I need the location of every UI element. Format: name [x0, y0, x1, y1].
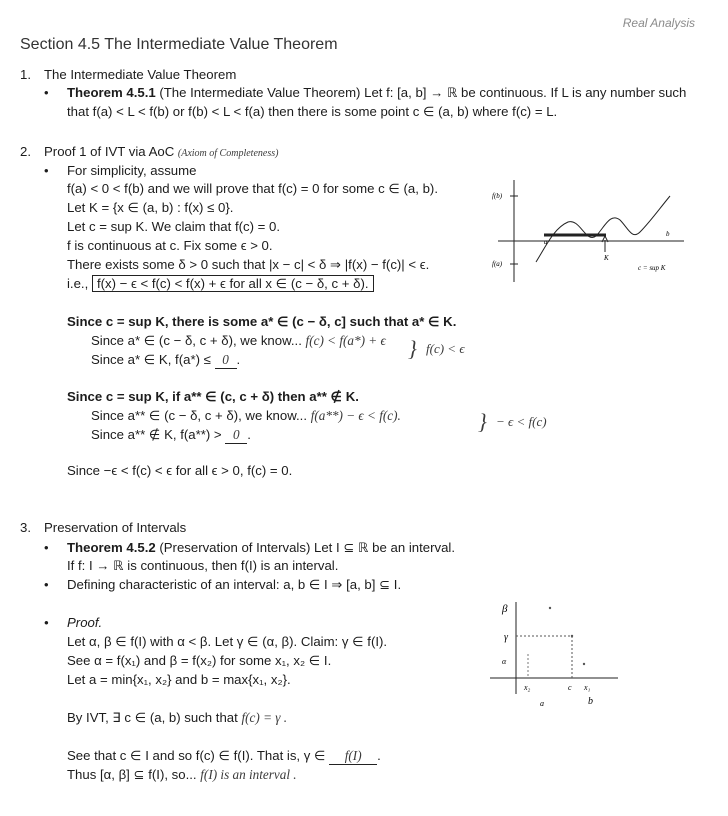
theorem-line2: that f(a) < L < f(b) or f(b) < L < f(a) then there is some point c ∈ (a, b) where f(c) = L.: [67, 104, 558, 119]
item-3-theorem: [67, 539, 455, 556]
interval-sketch-figure: [484, 598, 624, 710]
fig2-label-b: b: [588, 696, 593, 707]
fig2-label-gamma: γ: [504, 632, 508, 643]
case1-line1: [91, 332, 386, 349]
theorem-paren: (The Intermediate Value Theorem): [159, 85, 361, 100]
case1-conclusion: f(c) < ϵ: [426, 341, 465, 356]
case2-brace: }: [478, 409, 487, 434]
ie-line: [67, 275, 374, 292]
theorem2-label: Theorem 4.5.2: [67, 540, 156, 555]
see-line: See that c ∈ I and so f(c) ∈ f(I). That is, γ ∈ f(I) .: [67, 748, 381, 763]
fig2-point-beta: [549, 607, 551, 609]
proof2-line-2: See α = f(x₁) and β = f(x₂) for some x₁, x₂ ∈ I.: [67, 653, 332, 668]
proof-line-4: f is continuous at c. Fix some ϵ > 0.: [67, 238, 273, 253]
case1-line2: Since a* ∈ K, f(a*) ≤ 0 .: [91, 352, 241, 367]
fig1-label-b: b: [666, 230, 670, 238]
theorem2-paren: (Preservation of Intervals): [159, 540, 311, 555]
case2-blank: 0: [225, 426, 247, 444]
see-line-text: See that c ∈ I and so f(c) ∈ f(I). That is, γ ∈: [67, 748, 326, 763]
fig1-label-fb: f(b): [492, 192, 503, 200]
section-title: Section 4.5 The Intermediate Value Theorem: [20, 36, 338, 53]
fig2-label-a: a: [540, 699, 544, 708]
thus-line-hand: f(I) is an interval .: [200, 767, 297, 782]
proof-line-3: Let c = sup K. We claim that f(c) = 0.: [67, 219, 281, 234]
ivt-line-text: By IVT, ∃ c ∈ (a, b) such that: [67, 710, 238, 725]
theorem2-line1: Let I ⊆ ℝ be an interval.: [314, 540, 456, 555]
fig1-label-K: K: [604, 254, 609, 262]
proof2-label: • Proof.: [67, 614, 102, 631]
proof2-line-3: Let a = min{x₁, x₂} and b = max{x₁, x₂}.: [67, 672, 291, 687]
proof-line-5: There exists some δ > 0 such that |x − c| < δ ⇒ |f(x) − f(c)| < ϵ.: [67, 257, 430, 272]
case2-line2-text: Since a** ∉ K, f(a**) >: [91, 427, 222, 442]
case2-line2: Since a** ∉ K, f(a**) > 0 .: [91, 427, 251, 442]
fig2-label-beta: β: [502, 603, 508, 615]
boxed-inequality: f(x) − ϵ < f(c) < f(x) + ϵ for all x ∈ (c − δ, c + δ).: [92, 275, 374, 292]
case2-line1-text: Since a** ∈ (c − δ, c + δ), we know...: [91, 408, 308, 423]
thus-line-text: Thus [α, β] ⊆ f(I), so...: [67, 767, 197, 782]
fig1-label-fa: f(a): [492, 260, 503, 268]
case2-conclusion: − ϵ < f(c): [496, 414, 547, 429]
item-2-title-text: Proof 1 of IVT via AoC: [44, 144, 175, 159]
see-line-blank: f(I): [329, 747, 377, 765]
item-2-title-note: (Axiom of Completeness): [177, 148, 279, 159]
fig2-label-alpha: α: [502, 657, 507, 666]
course-header: Real Analysis: [622, 16, 695, 30]
case2-line1-hand: f(a**) − ϵ < f(c).: [310, 408, 401, 423]
item-3-title: Preservation of Intervals: [44, 520, 187, 535]
fig2-label-x2: x₂: [524, 683, 531, 692]
item-1-title: The Intermediate Value Theorem: [44, 67, 237, 82]
item-3-number: 3.: [20, 520, 31, 535]
ivt-line: [67, 709, 287, 726]
item-1-theorem: [67, 84, 686, 101]
case1-brace: }: [408, 336, 417, 361]
fig2-label-x1: x₁: [584, 683, 591, 692]
proof1-final: Since −ϵ < f(c) < ϵ for all ϵ > 0, f(c) = 0.: [67, 463, 293, 478]
item-2-number: 2.: [20, 144, 31, 159]
fig2-point-gamma: [571, 635, 573, 637]
fig2-point-alpha: [583, 663, 585, 665]
fig1-label-a: a: [544, 238, 548, 246]
ivt-sketch-figure: [488, 178, 688, 290]
item-2-title: [44, 143, 278, 162]
theorem-line1: Let f: [a, b] → ℝ be continuous. If L is any number such: [364, 85, 687, 100]
proof-line-2: Let K = {x ∈ (a, b) : f(x) ≤ 0}.: [67, 200, 234, 215]
case1-line1-text: Since a* ∈ (c − δ, c + δ), we know...: [91, 333, 302, 348]
fig1-curve: [536, 196, 670, 262]
item-1-number: 1.: [20, 67, 31, 82]
defining-characteristic: • Defining characteristic of an interval: a, b ∈ I ⇒ [a, b] ⊆ I.: [67, 576, 401, 593]
case1-line2-text: Since a* ∈ K, f(a*) ≤: [91, 352, 211, 367]
fig1-label-c: c = sup K: [638, 264, 666, 272]
ivt-line-hand: f(c) = γ .: [241, 710, 288, 725]
fig2-label-c: c: [568, 683, 572, 692]
proof2-line-1: Let α, β ∈ f(I) with α < β. Let γ ∈ (α, β). Claim: γ ∈ f(I).: [67, 634, 388, 649]
case1-line1-hand: f(c) < f(a*) + ϵ: [305, 333, 386, 348]
theorem-label: Theorem 4.5.1: [67, 85, 156, 100]
thus-line: [67, 766, 297, 783]
case1-blank: 0: [215, 351, 237, 369]
case2-heading: Since c = sup K, if a** ∈ (c, c + δ) then a** ∉ K.: [67, 389, 359, 404]
case1-heading: Since c = sup K, there is some a* ∈ (c − δ, c] such that a* ∈ K.: [67, 314, 457, 329]
case2-line1: [91, 407, 401, 424]
proof-line-1: f(a) < 0 < f(b) and we will prove that f(c) = 0 for some c ∈ (a, b).: [67, 181, 438, 196]
ie-label: i.e.,: [67, 276, 89, 291]
item-2-intro: • For simplicity, assume: [67, 162, 196, 179]
theorem2-line2: If f: I → ℝ is continuous, then f(I) is an interval.: [67, 558, 339, 573]
